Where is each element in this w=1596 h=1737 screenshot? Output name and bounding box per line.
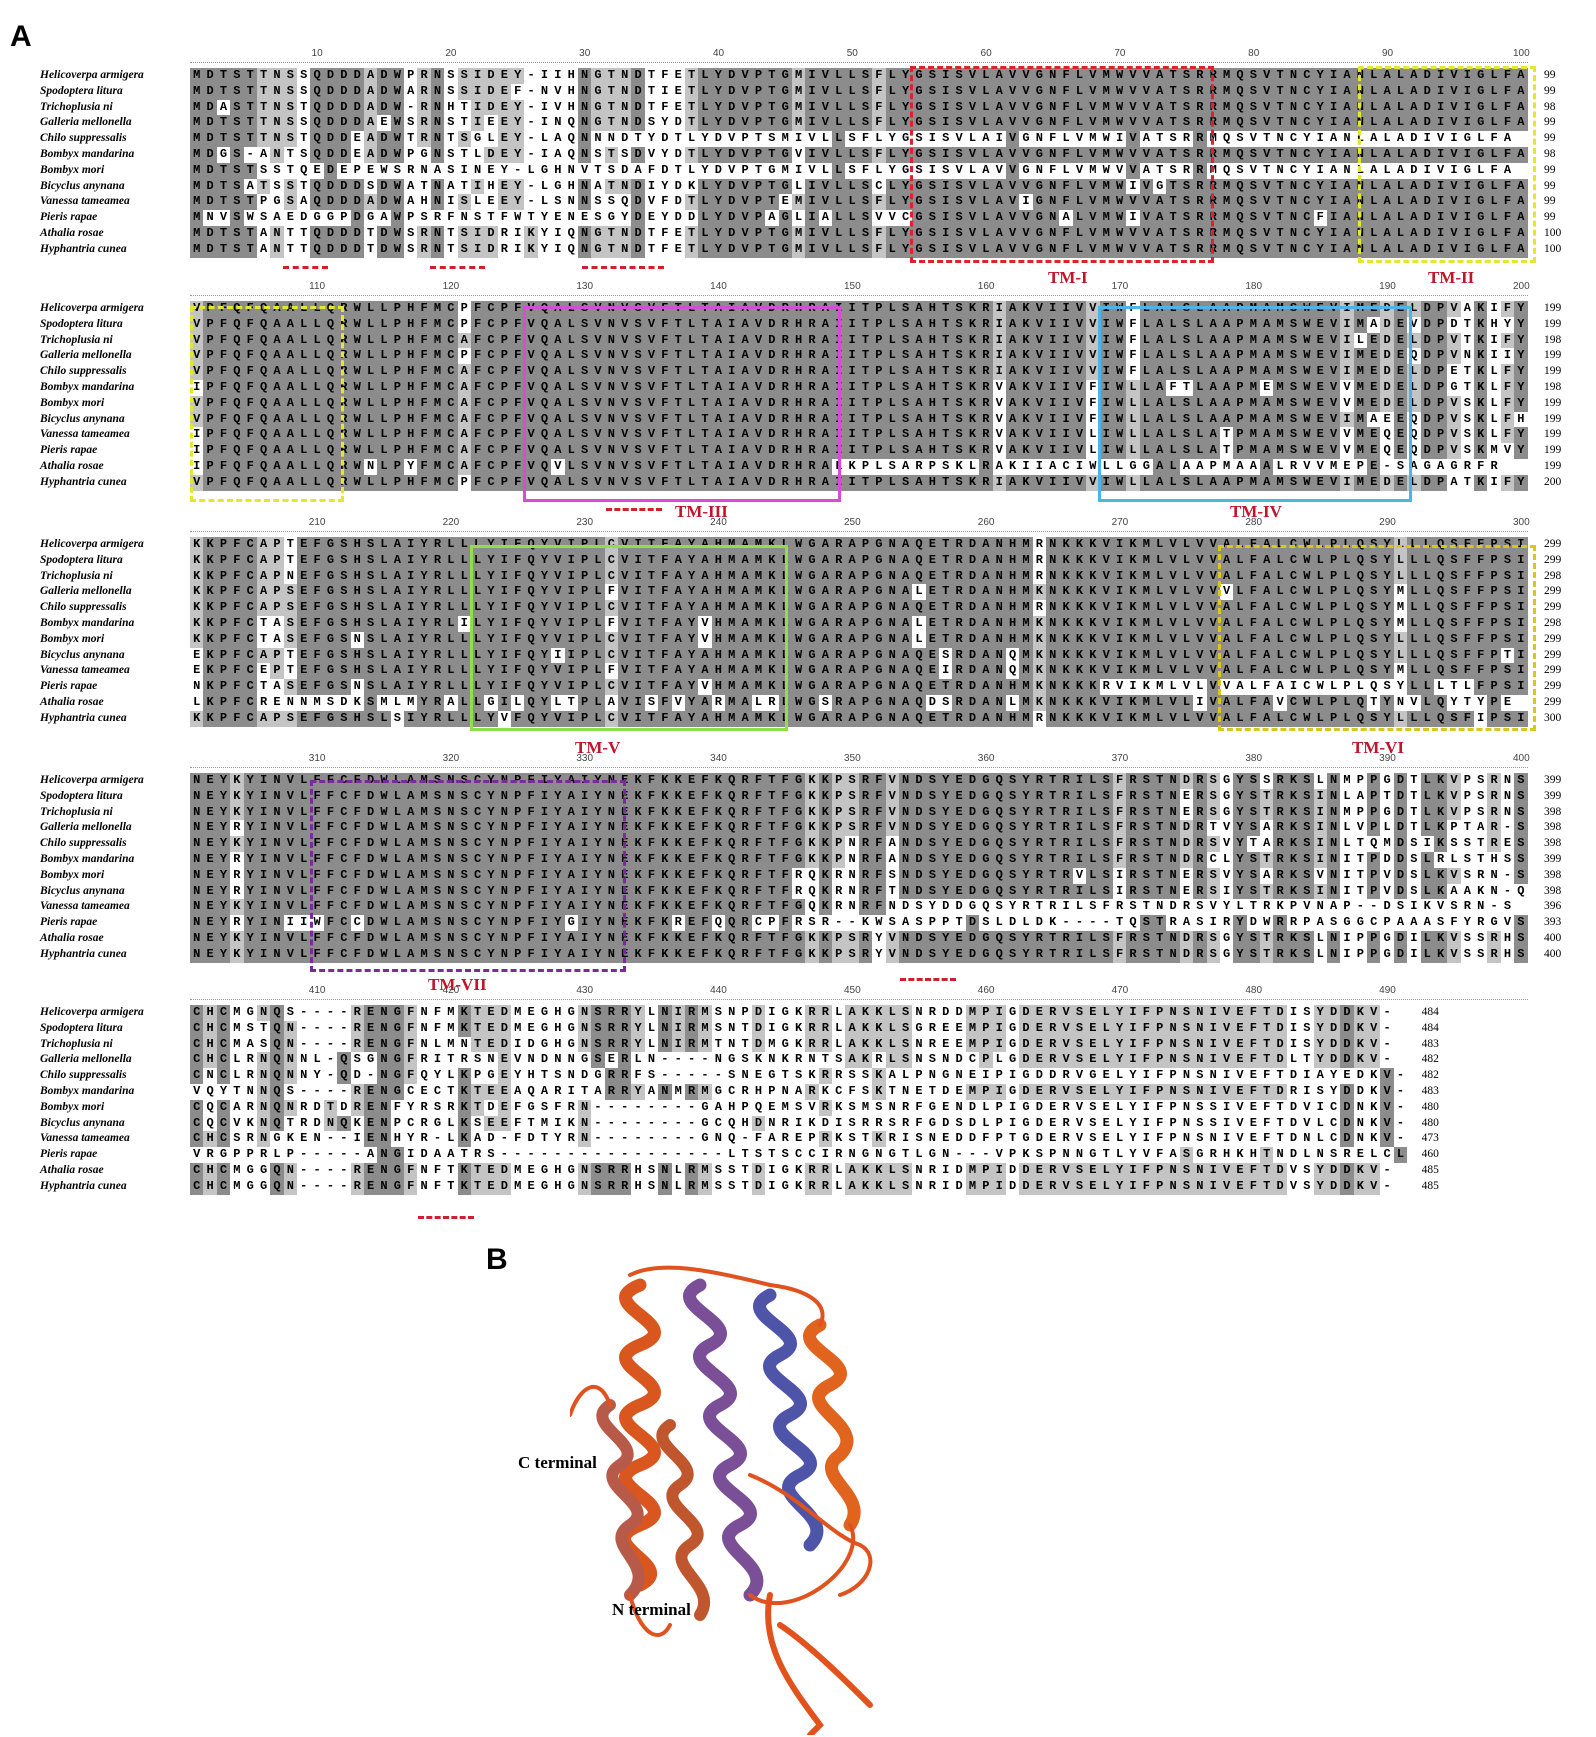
sequence-row: N E Y K Y I N V L F F C F D W L A M S N S C Y N P F I Y A I Y N E K F K K E F K Q R F T F G K K P S R F V N D S Y E D G Q S Y R T R I L S F R S T N E R S G Y S T R K S I N L A P T D T L K V P S R N S — [190, 789, 1528, 805]
position-tick: 380 — [1245, 753, 1263, 764]
motif-mark — [283, 266, 328, 269]
sequence-row: M D T S T P G S A Q D D D A D W A H N I S L E E Y - L S N N S S Q D V F D T L Y D V P T E M I V L L S F L Y G S I S V L A V I G N F L V M W V V A T S R R M Q S V T N C Y I A N L A L A D I V I G L F A — [190, 194, 1528, 210]
position-tick: 250 — [843, 517, 861, 528]
residue-count: 98 — [1544, 147, 1556, 160]
sequence-row: K K P F C A P N E F G S H S L A I Y R L L L Y I F Q Y V I P L C V I T F A Y A H M A M K L W G A R A P G N A Q E T R D A N H M R N K K K V I K M L V L V V A L F A L C W L P L Q S Y L L L Q S F F P S I — [190, 569, 1528, 585]
alignment-block — [0, 753, 1596, 973]
sequence-row: C Q C A R N Q N R D T D R E N F Y R S R K T D E F G S F R N - - - - - - - - G A H P Q E M S V R K S M S N R F G E N D L P I G D E R V S E L Y I F P N S S I V E F T D V I C D N K V - — [190, 1100, 1528, 1116]
residue-count: 484 — [1421, 1021, 1439, 1034]
residue-count: 398 — [1544, 821, 1562, 834]
sequence-row: M D G S - A N T S Q D D E A D W P G N S T L D E Y - I A Q N S T S D V Y D T L Y D V P T G V I V L L S F L Y G S I S V L A V V G N F L V M W V V A T S R R M Q S V T N C Y I A N L A L A D I V I G L F A — [190, 147, 1528, 163]
sequence-row: C H C M A S Q N - - - - R E N G F N L M N T E D I D G H G N S R R Y L N I R M T N T D M G K R R L A K K L S N R E E M P I G D E R V S E L Y I F P N S N I V E F T D I S Y D D K V - — [190, 1037, 1528, 1053]
sequence-row: M D T S T T N S S Q D D D A E W S R N S T I E E Y - I N Q N G T N D S Y D T L Y D V P T G M I V L L S F L Y G S I S V L A V V G N F L V M W V V A T S R R M Q S V T N C Y I A N L A L A D I V I G L F A — [190, 115, 1528, 131]
residue-count: 100 — [1544, 226, 1562, 239]
motif-mark — [582, 266, 664, 269]
position-tick: 440 — [710, 985, 727, 996]
position-tick: 480 — [1245, 985, 1263, 996]
position-ruler — [190, 281, 1528, 299]
tm7-box — [310, 780, 626, 972]
species-name: Chilo suppressalis — [40, 132, 127, 145]
position-tick: 150 — [843, 281, 861, 292]
species-name: Trichoplusia ni — [40, 333, 113, 346]
position-tick: 340 — [710, 753, 727, 764]
species-name: Pieris rapae — [40, 444, 98, 457]
residue-count: 299 — [1544, 601, 1562, 614]
species-name: Bicyclus anynana — [40, 884, 125, 897]
residue-count: 99 — [1544, 84, 1556, 97]
position-tick: 120 — [442, 281, 460, 292]
sequence-row: I P F Q F Q A A L L Q R W L L P H F M C A F C P F V Q A L S V N V S V F T L T A I A V D R H R A I I T P L S A H T S K R V A K V I I V F I W L L A F T L A A P M E M S W E V V M E D E L D P G T K L F Y — [190, 380, 1528, 396]
species-name: Chilo suppressalis — [40, 837, 127, 850]
residue-count-column — [1544, 537, 1584, 727]
sequence-row: C Q C V K N Q T R D N Q K E N P C R G L K S E E F T M I K N - - - - - - - - G C Q H D N R I K D I S R R S R F G D S D L P I G D E R V S E L Y I F P N S S I V E F T D V L C D N K V - — [190, 1116, 1528, 1132]
tm6-label: TM-VI — [1352, 738, 1404, 757]
position-ruler — [190, 48, 1528, 66]
position-ruler — [190, 517, 1528, 535]
sequence-row: V P F Q F Q A A L L Q R W L L P H F M C A F C P F V Q A L S V N V S V F T L T A I A V D R H R A I I T P L S A H T S K R I A K V I I V V I W F L A L S L A A P M A M S W E V I M E D E L D P E T K L F Y — [190, 364, 1528, 380]
tm2-label: TM-II — [1428, 268, 1475, 287]
alignment-block — [0, 48, 1596, 268]
tm1-box — [910, 66, 1214, 263]
species-name: Hyphantria cunea — [40, 475, 127, 488]
residue-count-column — [1544, 68, 1584, 258]
species-name: Helicoverpa armigera — [40, 538, 144, 550]
residue-count: 398 — [1544, 868, 1562, 881]
residue-count: 480 — [1421, 1116, 1439, 1129]
position-tick: 390 — [1379, 753, 1396, 764]
motif-mark — [606, 508, 662, 511]
residue-count: 199 — [1544, 396, 1562, 409]
species-name: Hyphantria cunea — [40, 947, 127, 960]
sequence-row: C H C M G G Q N - - - - R E N G F N F T K T E D M E G H G N S R R H S N L R M S S T D I G K R R L A K K L S N R I D M P I D D E R V S E L Y I F P N S N I V E F T D V S Y D D K V - — [190, 1163, 1528, 1179]
sequence-row: L K P F C R E N N M S D K S M L M Y R A L L G I L Q Y L T P L A V I S F V Y A R M A L R L W G S R A P G N A Q D S R D A N L M K N K K K V I K M L V L I V A L F A V C W L P L Q T Y N V L Q Y T Y P E — [190, 695, 1528, 711]
position-tick: 180 — [1245, 281, 1263, 292]
sequence-row: N E Y K Y I N V L F F C F D W L A M S N S C Y N P F I Y A I Y N E K F K K E F K Q R F T F G K K P N R F A N D S Y E D G Q S Y R T R I L S F R S T N D R S V Y T A R K S I N L T Q M D S I K S S T R E S — [190, 836, 1528, 852]
species-name: Athalia rosae — [40, 459, 104, 472]
motif-mark — [418, 1216, 474, 1219]
position-tick: 360 — [977, 753, 995, 764]
residue-count: 399 — [1544, 774, 1562, 786]
position-tick: 460 — [977, 985, 995, 996]
position-tick: 330 — [576, 753, 594, 764]
sequence-row: V P F Q F Q A A L L Q R W L L P H F M C A F C P F V Q A L S V N V S V F T L T A I A V D R H R A I I T P L S A H T S K R V A K V I I V F I W L L A L S L A A P M A M S W E V V M E D E L D P V S K L F Y — [190, 396, 1528, 412]
species-name: Athalia rosae — [40, 1163, 104, 1176]
sequence-row: V P F Q F Q A A L L Q R W L L P H F M C P F C P F V Q A L S V N V S V F T L T A I A V D R H R A I I T P L S A H T S K R I A K V I I V V I W F L A L S L A A P M A M S W E V I M A D E V D P D T K H Y Y — [190, 317, 1528, 333]
species-name: Galleria mellonella — [40, 116, 132, 129]
residue-count: 299 — [1544, 648, 1562, 661]
sequence-row: N E Y R Y I N V L F F C F D W L A M S N S C Y N P F I Y A I Y N E K F K K E F K Q R F T F R Q K R N R F S N D S Y E D G Q S Y R T R V L S I R S T N E R S V Y S A R K S V N I T P V D S L K V S R N - S — [190, 868, 1528, 884]
sequence-row: K K P F C T A S E F G S H S L A I Y R L I L Y I F Q Y V I P L F V I T F A Y V H M A M K L W G A R A P G N A L E T R D A N H M K N K K K V I K M L V L V V A L F A L C W L P L Q S Y M L L Q S F F P S I — [190, 616, 1528, 632]
helix — [689, 1285, 756, 1595]
species-name: Pieris rapae — [40, 916, 98, 929]
species-name: Hyphantria cunea — [40, 1179, 127, 1192]
position-tick: 210 — [308, 517, 326, 528]
sequence-row: K K P F C A P T E F G S H S L A I Y R L L L Y I F Q Y V I P L C V I T F A Y A H M A M K L W G A R A P G N A Q E T R D A N H M R N K K K V I K M L V L V V A L F A L C W L P L Q S Y L L L Q S F F P S I — [190, 537, 1528, 553]
position-tick: 20 — [445, 48, 457, 59]
sequence-row: E K P F C E P T E F G S H S L A I Y R L L L Y I F Q Y V I P L F V I T F A Y A H M A M K L W G A R A P G N A Q E I R D A N Q M K N K K K V I K M L V L V V A L F A L C W L P L Q S Y M L L Q S F F P S I — [190, 663, 1528, 679]
sequence-row: K K P F C A P S E F G S H S L S I Y R L L L Y V F Q Y V I P L C V I T F A Y A H M A M K L W G A R A P G N A Q E T R D A N H M R N K K K V I K M L V L V V A L F A L C W L P L Q S Y L L L Q S F I P S I — [190, 711, 1528, 727]
species-name: Bombyx mori — [40, 396, 105, 409]
tm3-box — [523, 306, 841, 502]
position-tick: 230 — [576, 517, 594, 528]
strand — [768, 1595, 870, 1735]
residue-count: 398 — [1544, 805, 1562, 818]
species-name: Galleria mellonella — [40, 585, 132, 598]
species-name-column — [40, 537, 190, 727]
residue-count: 198 — [1544, 380, 1562, 393]
position-tick: 280 — [1245, 517, 1263, 528]
species-name-column — [40, 68, 190, 258]
sequence-row: M D T S T T N S S Q D D D A D W P R N S S I D E Y - I I H N G T N D T F E T L Y D V P T G M I V L L S F L Y G S I S V L A V V G N F L V M W V V A T S R R M Q S V T N C Y I A N L A L A D I V I G L F A — [190, 68, 1528, 84]
sequence-row: V Q Y T N N Q S - - - - R E N G C E C T K T E E A Q A R I T A R R Y A N M R M G C R H P N A R K C F S K T N E T D E M P I G D E R V S E L Y I F P N S N I V E F T D R I S Y D D K V - — [190, 1084, 1528, 1100]
species-name: Bicyclus anynana — [40, 648, 125, 661]
species-name: Trichoplusia ni — [40, 1037, 113, 1050]
species-name: Bombyx mori — [40, 632, 105, 645]
sequence-row: E K P F C A P T E F G S H S L A I Y R L L L Y I F Q Y I I P L C V I T F A Y A H M A M K L W G A R A P G N A Q E S R D A N Q M K N K K K V I K M L V L V V A L F A L C W L P L Q S Y L L L Q S F F P T I — [190, 648, 1528, 664]
residue-count: 99 — [1544, 69, 1556, 81]
sequence-row: V P F Q F Q A A L L Q R W L L P H F M C A F C P F V Q A L S V N V S V F T L T A I A V D R H R A I I T P L S A H T S K R V A K V I I V F I W L L A L S L A A P M A M S W E V I M A E E Q D P V S K L F H — [190, 412, 1528, 428]
sequence-row: V R G P P R L P - - - - - A N G I D A A T R S - - - - - - - - - - - - - - - - - L T S T S C C I R N G N G T L G N - - - V P K S P N N G T L Y V F A S G R H K H T N D L N S R E L C L — [190, 1147, 1528, 1163]
sequence-row: N E Y K Y I N V L F F C F D W L A M S N S C Y N P F I Y A I Y N E K F K K E F K Q R F T F G Q K R N R F N D S Y D D G Q S Y R T R I L S F R S T N D R S V Y L T R K P V N A P - - D S I K V S R N - S — [190, 899, 1528, 915]
species-name: Bicyclus anynana — [40, 1116, 125, 1129]
sequence-row: I P F Q F Q A A L L Q R W L L P H F M C A F C P F V Q A L S V N V S V F T L T A I A V D R H R A I I T P L S A H T S K R V A K V I I V L I W L L A L S L A T P M A M S W E V V M E Q E Q D P V S K L F Y — [190, 427, 1528, 443]
residue-count: 199 — [1544, 302, 1562, 314]
position-tick: 110 — [309, 281, 326, 292]
species-name: Spodoptera litura — [40, 1021, 123, 1034]
position-tick: 350 — [843, 753, 861, 764]
motif-mark — [900, 978, 956, 981]
species-name: Bombyx mandarina — [40, 1084, 135, 1097]
tm1-label: TM-I — [1048, 268, 1088, 287]
residue-count: 99 — [1544, 116, 1556, 129]
residue-count: 99 — [1544, 179, 1556, 192]
residue-count: 199 — [1544, 428, 1562, 441]
panel-label-b: B — [486, 1243, 508, 1276]
species-name: Bicyclus anynana — [40, 412, 125, 425]
species-name: Athalia rosae — [40, 931, 104, 944]
residue-count: 99 — [1544, 211, 1556, 224]
species-name: Hyphantria cunea — [40, 711, 127, 724]
species-name: Trichoplusia ni — [40, 100, 113, 113]
panel-label-a: A — [10, 20, 32, 53]
species-name: Pieris rapae — [40, 1148, 98, 1161]
sequence-row: K K P F C A P S E F G S H S L A I Y R L L L Y I F Q Y V I P L C V I T F A Y A H M A M K L W G A R A P G N A Q E T R D A N H M R N K K K V I K M L V L V V A L F A L C W L P L Q S Y M L L Q S F F P S I — [190, 600, 1528, 616]
sequence-row: N E Y K Y I N V L F F C F D W L A M S N S C Y N P F I Y A I Y N E K F K K E F K Q R F T F G K K P S R F V N D S Y E D G Q S Y R T R I L S F R S T N D R S G Y S S R K S L N M P P G D T L K V P S R N S — [190, 773, 1528, 789]
sequence-grid — [190, 68, 1528, 258]
residue-count: 298 — [1544, 616, 1562, 629]
alignment-block — [0, 985, 1596, 1205]
position-tick: 130 — [576, 281, 594, 292]
species-name: Bombyx mori — [40, 163, 105, 176]
sequence-row: C H C M S T Q N - - - - R E N G F N F M K T E D M E G H G N S R R Y L N I R M S N T D I G K R R L A K K L S G R E E M P I G D E R V S E L Y I F P N S N I V E F T D I S Y D D K V - — [190, 1021, 1528, 1037]
position-ruler — [190, 753, 1528, 771]
species-name: Spodoptera litura — [40, 789, 123, 802]
residue-count: 473 — [1421, 1132, 1439, 1145]
species-name: Pieris rapae — [40, 680, 98, 693]
residue-count: 199 — [1544, 412, 1562, 425]
sequence-row: C H C M G G Q N - - - - R E N G F N F T K T E D M E G H G N S R R H S N L R M S S T D I G K R R L A K K L S N R I D M P I D D E R V S E L Y I F P N S N I V E F T D V S Y D D K V - — [190, 1179, 1528, 1195]
species-name: Trichoplusia ni — [40, 805, 113, 818]
position-tick: 450 — [843, 985, 861, 996]
species-name-column — [40, 301, 190, 491]
position-tick: 200 — [1512, 281, 1530, 292]
species-name: Bombyx mandarina — [40, 147, 135, 160]
sequence-row: M D T S T T N S T Q D D E A D W T R N T S G L E Y - L A Q N N N D T Y D T L Y D V P T S M I V L L S F L Y G S I S V L A I V G N F L V M W I V A T S R R M Q S V T N C Y I A N L A L A D I V I G L F A — [190, 131, 1528, 147]
position-tick: 90 — [1381, 48, 1394, 59]
sequence-row: V P F Q F Q A A L L Q R W L L P H F M C P F C P F V Q A L S V N V S V F T L T A I A V D R H R A I I T P L S A H T S K R I A K V I I V V I W F L A L S L A A P M A M S W E V I M E D E Q D P V N K I I Y — [190, 348, 1528, 364]
position-tick: 70 — [1114, 48, 1126, 59]
sequence-row: M D T S T T N S S Q D D D A D W A R N S S I D E F - N V H N G T N D T I E T L Y D V P T G M I V L L S F L Y G S I S V L A V V G N F L V M W V V A T S R R M Q S V T N C Y I A N L A L A D I V I G L F A — [190, 84, 1528, 100]
position-tick: 310 — [308, 753, 326, 764]
residue-count: 299 — [1544, 695, 1562, 708]
sequence-row: C N C L R N Q N N Y - Q D - N G F Q Y L K P G E Y H T S N D G R R F S - - - - - S N E G T S K R R S S K A L P N G N E I P I G D D R V G E L Y I F P N S N I V E F T D I A Y E D K V - — [190, 1068, 1528, 1084]
species-name: Bombyx mandarina — [40, 380, 135, 393]
tm2-box-cont — [190, 306, 344, 502]
species-name: Trichoplusia ni — [40, 569, 113, 582]
sequence-row: K K P F C T A S E F G S N S L A I Y R L L L Y I F Q Y V I P L C V I T F A Y V H M A M K L W G A R A P G N A L E T R D A N H M K N K K K V I K M L V L V V A L F A L C W L P L Q S Y L L L Q S F F P S I — [190, 632, 1528, 648]
sequence-row: V P F Q F Q A A L L Q R W L L P H F M C A F C P F V Q A L S V N V S V F T L T A I A V D R H R A I I T P L S A H T S K R I A K V I I V V I W F L A L S L A A P M A M S W E V I L E D E L D P V T K I F Y — [190, 333, 1528, 349]
position-tick: 420 — [442, 985, 460, 996]
sequence-row: I P F Q F Q A A L L Q R W N L P Y F M C A F C P F V Q V L S V N V S V F T L T A I A V D R H R A L K P L S A R P S K L R A K I I A C I W L L G G A L A A P M A A A L R V V M E P E - S A G A G R F R — [190, 459, 1528, 475]
residue-count: 200 — [1544, 475, 1562, 488]
species-name-column — [40, 773, 190, 963]
species-name: Chilo suppressalis — [40, 1069, 127, 1082]
position-tick: 490 — [1379, 985, 1396, 996]
motif-mark — [430, 266, 485, 269]
tm4-box — [1098, 306, 1412, 502]
sequence-row: V P F Q F Q A A L L Q R W L L P H F M C P F C P F V Q A L S V N V S V F T L T A I A V D R H R A I I T P L S A H T S K R I A K V I I V V I W L L A L S L A A P M A M S W E V I M E D E L D P A T K I F Y — [190, 475, 1528, 491]
residue-count: 298 — [1544, 569, 1562, 582]
species-name-column — [40, 1005, 190, 1195]
position-tick: 140 — [710, 281, 727, 292]
position-tick: 80 — [1248, 48, 1260, 59]
residue-count: 460 — [1421, 1148, 1439, 1161]
species-name: Vanessa tameamea — [40, 900, 130, 913]
sequence-row: N E Y K Y I N V L F F C F D W L A M S N S C Y N P F I Y A I Y N E K F K K E F K Q R F T F G K K P S R Y V N D S Y E D G Q S Y R T R I L S F R S T N D R S G Y S T R K S L N I P P G D I L K V S S R H S — [190, 947, 1528, 963]
species-name: Galleria mellonella — [40, 1053, 132, 1066]
residue-count: 399 — [1544, 852, 1562, 865]
sequence-row: C H C M G N Q S - - - - R E N G F N F M K T E D M E G H G N S R R Y L N I R M S N P D I G K R R L A K K L S N R D D M P I G D E R V S E L Y I F P N S N I V E F T D I S Y D D K V - — [190, 1005, 1528, 1021]
residue-count: 299 — [1544, 538, 1562, 550]
helix — [809, 1325, 854, 1525]
residue-count: 199 — [1544, 349, 1562, 362]
sequence-row: K K P F C A P T E F G S H S L A I Y R L L L Y I F Q Y V I P L C V I T F A Y A H M A M K L W G A R A P G N A Q E T R D A N H M R N K K K V I K M L V L V V A L F A L C W L P L Q S Y L L L Q S F F P S I — [190, 553, 1528, 569]
position-tick: 470 — [1111, 985, 1129, 996]
residue-count: 199 — [1544, 459, 1562, 472]
sequence-row: C H C S R N G K E N - - I E N H Y R - L K A D - F D T Y R N - - - - - - - - G N Q - F A R E P R K S T K R I S N E D D F P T G D E R V S E L Y I F P N S N I V E F T D N L C D N K V - — [190, 1131, 1528, 1147]
sequence-row: N K P F C T A S E F G S N S L A I Y R L L L Y I F Q Y V I P L C V I T F A Y V H M A M K L W G A R A P G N A Q E T R D A N H M K N K K K R V I K M L V L V V A L F A I C W L P L Q S Y L L L T L F P S I — [190, 679, 1528, 695]
residue-count: 485 — [1421, 1179, 1439, 1192]
tm6-box — [1218, 545, 1536, 731]
c-terminal-label: C terminal — [518, 1453, 597, 1472]
residue-count-column — [1544, 301, 1584, 491]
species-name: Chilo suppressalis — [40, 601, 127, 614]
species-name: Pieris rapae — [40, 211, 98, 224]
position-tick: 370 — [1111, 753, 1129, 764]
residue-count: 482 — [1421, 1053, 1439, 1066]
position-tick: 10 — [311, 48, 323, 59]
sequence-row: K K P F C A P S E F G S H S L A I Y R L L L Y I F Q Y V I P L F V I T F A Y A H M A M K L W G A R A P G N A L E T R D A N H M K N K K K V I K M L V L V V V L F A L C W L P L Q S Y M L L Q S F F P S I — [190, 584, 1528, 600]
tm7-label: TM-VII — [428, 975, 487, 994]
position-tick: 290 — [1379, 517, 1396, 528]
residue-count: 485 — [1421, 1163, 1439, 1176]
position-tick: 430 — [576, 985, 594, 996]
sequence-row: M D A S T T N S T Q D D D A D W - R N H T I D E Y - I V H N G T N D T F E T L Y D V P T G M I V L L S F L Y G S I S V L A V V G N F L V M W V V A T S R R M Q S V T N C Y I A N L A L A D I V I G L F A — [190, 100, 1528, 116]
position-tick: 40 — [712, 48, 725, 59]
residue-count: 299 — [1544, 664, 1562, 677]
residue-count-column — [1422, 1005, 1462, 1195]
sequence-row: M N V S W S A E D G G P D G A W P S R F N S T F W T Y E N E S G Y D E Y D D L Y D V P A G L I A L L S V V C G S I S V L A V V G N A L V M W I V A T S R R M Q S V T N C F I A N L A L A D I V I G L F A — [190, 210, 1528, 226]
tm2-box — [1358, 66, 1536, 263]
species-name: Helicoverpa armigera — [40, 69, 144, 81]
sequence-grid — [190, 1005, 1528, 1195]
residue-count: 480 — [1421, 1100, 1439, 1113]
sequence-row: M D T S A T S S T Q D D D S D W A T N A T I H E Y - L G H N A T N D I Y D K L Y D V P T G L I V L L S C L Y G S I S V L A V V G N F L V M W I V G T S R R M Q S V T N C Y I A N L A L A D I V I G L F A — [190, 179, 1528, 195]
residue-count: 483 — [1421, 1084, 1439, 1097]
residue-count: 98 — [1544, 100, 1556, 113]
sequence-row: N E Y R Y I N V L F F C F D W L A M S N S C Y N P F I Y A I Y N E K F K K E F K Q R F T F G K K P N R F A N D S Y E D G Q S Y R T R I L S F R S T N D R C L Y S T R K S I N I T P D D S L R L S T H S S — [190, 852, 1528, 868]
residue-count: 300 — [1544, 711, 1562, 724]
residue-count: 99 — [1544, 132, 1556, 145]
position-tick: 100 — [1512, 48, 1530, 59]
residue-count: 99 — [1544, 195, 1556, 208]
helix — [624, 1285, 654, 1585]
species-name: Spodoptera litura — [40, 84, 123, 97]
loop — [630, 1268, 823, 1325]
species-name: Bicyclus anynana — [40, 179, 125, 192]
residue-count: 398 — [1544, 837, 1562, 850]
sequence-row: N E Y R Y I N V L F F C F D W L A M S N S C Y N P F I Y A I Y N E K F K K E F K Q R F T F R Q K R N R F T N D S Y E D G Q S Y R T R I L S I R S T N E R S I Y S T R K S I N I T P V D S L K A A K N - Q — [190, 884, 1528, 900]
species-name: Galleria mellonella — [40, 349, 132, 362]
position-tick: 60 — [980, 48, 992, 59]
position-tick: 160 — [977, 281, 995, 292]
position-tick: 270 — [1111, 517, 1129, 528]
position-tick: 170 — [1111, 281, 1129, 292]
sequence-row: M D T S T A N T T Q D D D T D W S R N T S I D R I K Y I Q N G T N D T F E T L Y D V P T G M I V L L S F L Y G S I S V L A V V G N F L V M W V V A T S R R M Q S V T N C Y I A N L A L A D I V I G L F A — [190, 242, 1528, 258]
species-name: Spodoptera litura — [40, 553, 123, 566]
residue-count: 484 — [1421, 1006, 1439, 1018]
residue-count: 100 — [1544, 242, 1562, 255]
species-name: Athalia rosae — [40, 226, 104, 239]
position-tick: 300 — [1512, 517, 1530, 528]
protein-3d-structure — [570, 1265, 890, 1735]
position-tick: 240 — [710, 517, 727, 528]
position-tick: 410 — [308, 985, 326, 996]
species-name: Vanessa tameamea — [40, 428, 130, 441]
residue-count: 299 — [1544, 680, 1562, 693]
helix — [662, 1425, 704, 1615]
residue-count: 199 — [1544, 444, 1562, 457]
tm4-label: TM-IV — [1230, 502, 1282, 521]
tm5-label: TM-V — [575, 738, 621, 757]
residue-count: 393 — [1544, 916, 1562, 929]
residue-count: 400 — [1544, 947, 1562, 960]
position-tick: 320 — [442, 753, 460, 764]
species-name: Chilo suppressalis — [40, 365, 127, 378]
residue-count-column — [1544, 773, 1584, 963]
species-name: Bombyx mori — [40, 868, 105, 881]
residue-count: 199 — [1544, 365, 1562, 378]
residue-count: 198 — [1544, 333, 1562, 346]
species-name: Galleria mellonella — [40, 821, 132, 834]
species-name: Vanessa tameamea — [40, 1132, 130, 1145]
position-tick: 30 — [579, 48, 591, 59]
sequence-row: M D T S T A N T T Q D D D T D W S R N T S I D R I K Y I Q N G T N D T F E T L Y D V P T G M I V L L S F L Y G S I S V L A V V G N F L V M W V V A T S R R M Q S V T N C Y I A N L A L A D I V I G L F A — [190, 226, 1528, 242]
species-name: Helicoverpa armigera — [40, 774, 144, 786]
sequence-row: C H C L R N Q N N L - Q S G N G F R I T R S N E V N D N N G S E R L N - - - - N G S K N K R N T S A K R L S N S N D C P L G D E R V S E L Y I F P N S N I V E F T D L T Y D D K V - — [190, 1052, 1528, 1068]
residue-count: 483 — [1421, 1037, 1439, 1050]
species-name: Bombyx mandarina — [40, 852, 135, 865]
sequence-row: M D T S T S S T Q E D E P E W S R N A S I N E Y - L G H N V T S D A F D T L Y D V P T G M I V L L S F L Y G S I S V L A V V G N F L V M W V V A T S R R M Q S V T N C Y I A N L A L A D I V I G L F A — [190, 163, 1528, 179]
position-tick: 400 — [1512, 753, 1530, 764]
residue-count: 199 — [1544, 317, 1562, 330]
residue-count: 299 — [1544, 553, 1562, 566]
residue-count: 399 — [1544, 789, 1562, 802]
position-tick: 190 — [1379, 281, 1396, 292]
species-name: Helicoverpa armigera — [40, 302, 144, 314]
tm5-box — [470, 545, 788, 731]
species-name: Bombyx mori — [40, 1100, 105, 1113]
sequence-row: I P F Q F Q A A L L Q R W L L P H F M C A F C P F V Q A L S V N V S V F T L T A I A V D R H R A I I T P L S A H T S K R V A K V I I V L I W L L A L S L A T P M A M S W E V V M E Q E Q D P V S K M V Y — [190, 443, 1528, 459]
species-name: Hyphantria cunea — [40, 242, 127, 255]
sequence-row: N E Y K Y I N V L F F C F D W L A M S N S C Y N P F I Y A I Y N E K F K K E F K Q R F T F G K K P S R Y V N D S Y E D G Q S Y R T R I L S F R S T N D R S G Y S T R K S L N I P P G D I L K V S S R H S — [190, 931, 1528, 947]
tm3-label: TM-III — [675, 502, 728, 521]
species-name: Vanessa tameamea — [40, 664, 130, 677]
species-name: Athalia rosae — [40, 695, 104, 708]
species-name: Spodoptera litura — [40, 317, 123, 330]
residue-count: 398 — [1544, 884, 1562, 897]
residue-count: 400 — [1544, 931, 1562, 944]
n-terminal-label: N terminal — [612, 1600, 691, 1619]
residue-count: 482 — [1421, 1069, 1439, 1082]
position-tick: 50 — [846, 48, 858, 59]
residue-count: 299 — [1544, 632, 1562, 645]
sequence-row: N E Y K Y I N V L F F C F D W L A M S N S C Y N P F I Y A I Y N E K F K K E F K Q R F T F G K K P S R F V N D S Y E D G Q S Y R T R I L S F R S T N E R S G Y S T R K S I N M P P G D T L K V P S R N S — [190, 805, 1528, 821]
sequence-row: N E Y R Y I N V L F F C F D W L A M S N S C Y N P F I Y A I Y N E K F K K E F K Q R F T F G K K P S R F V N D S Y E D G Q S Y R T R I L S F R S T N D R T V Y S A R K S I N L V P L D T L K P T A R - S — [190, 820, 1528, 836]
species-name: Helicoverpa armigera — [40, 1006, 144, 1018]
species-name: Vanessa tameamea — [40, 195, 130, 208]
residue-count: 299 — [1544, 585, 1562, 598]
residue-count: 99 — [1544, 163, 1556, 176]
loop — [750, 1525, 853, 1603]
residue-count: 396 — [1544, 900, 1562, 913]
sequence-row: N E Y R Y I N I I W F C C D W L A M S N S C Y N P F I Y G I Y N E K F K R E F Q Q R C P F R S R - - K W S A S P P T D S L D L D K - - - - T Q S T R A S I R Y D W R R P A S G G C P A A A S F Y R G V S — [190, 915, 1528, 931]
sequence-row: V P F Q F Q A A L L Q R W L L P H F M C P F C P F V Q A L S V N V S V F T L T A I A V D R H R A I I T P L S A H T S K R I A K V I I V V I W F L A L S L A A P M A M S W E V I M E D E L D P V A K I F Y — [190, 301, 1528, 317]
position-ruler — [190, 985, 1528, 1003]
position-tick: 260 — [977, 517, 995, 528]
species-name: Bombyx mandarina — [40, 616, 135, 629]
position-tick: 220 — [442, 517, 460, 528]
